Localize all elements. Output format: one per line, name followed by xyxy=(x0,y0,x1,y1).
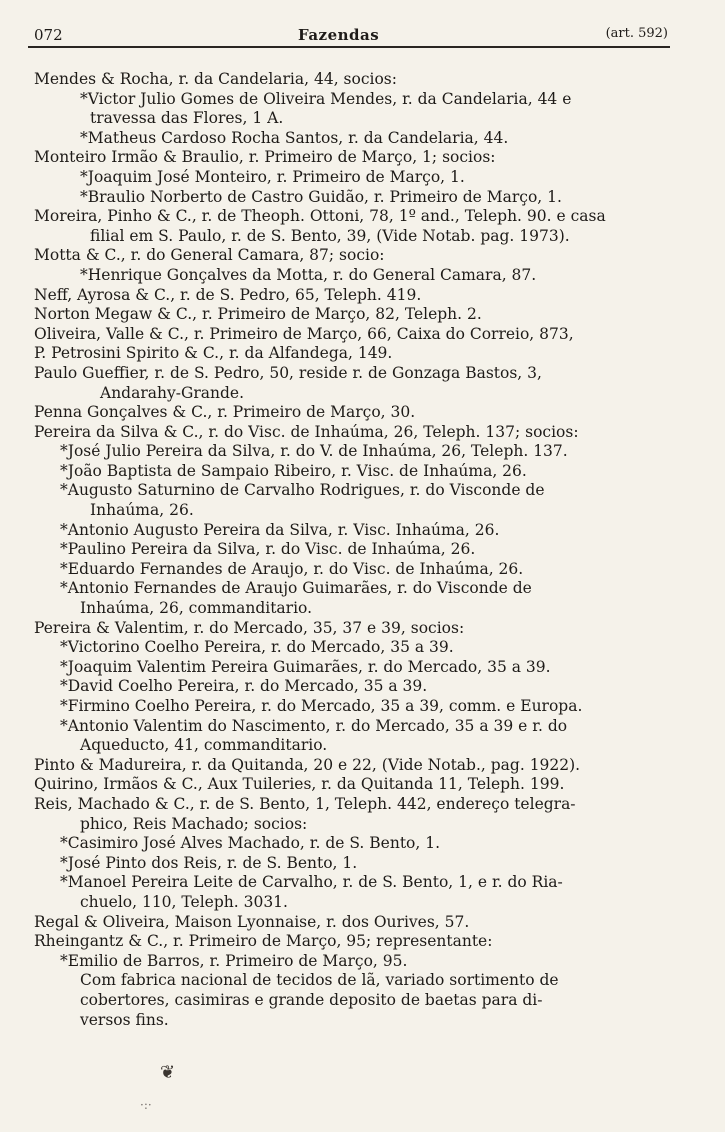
partner-entry-line: Aqueducto, 41, commanditario. xyxy=(80,736,328,755)
partner-entry-line: *Antonio Valentim do Nascimento, r. do Mercado, 35 a 39 e r. do xyxy=(60,716,568,735)
partner-entry-line: Inhaúma, 26. xyxy=(90,501,194,520)
firm-entry-line: Norton Megaw & C., r. Primeiro de Março, 82, Teleph. 2. xyxy=(34,305,482,324)
firm-entry-line: Quirino, Irmãos & C., Aux Tuileries, r. da Quitanda 11, Teleph. 199. xyxy=(34,775,565,794)
paper-speck-icon: ·:· xyxy=(140,1098,152,1112)
ink-blot-icon: ❦ xyxy=(160,1062,176,1083)
partner-entry-line: *Augusto Saturnino de Carvalho Rodrigues, r. do Visconde de xyxy=(60,481,545,500)
partner-entry-line: *Casimiro José Alves Machado, r. de S. Bento, 1. xyxy=(60,834,441,853)
partner-entry-line: *Victorino Coelho Pereira, r. do Mercado, 35 a 39. xyxy=(60,638,454,657)
firm-entry-line: Penna Gonçalves & C., r. Primeiro de Março, 30. xyxy=(34,403,416,422)
firm-entry-line: Mendes & Rocha, r. da Candelaria, 44, socios: xyxy=(34,70,397,88)
directory-listing xyxy=(34,70,680,1030)
firm-entry-line: P. Petrosini Spirito & C., r. da Alfandega, 149. xyxy=(34,344,393,363)
section-title: Fazendas xyxy=(298,26,380,44)
firm-entry-line: Regal & Oliveira, Maison Lyonnaise, r. dos Ourives, 57. xyxy=(34,912,470,931)
partner-entry-line: *Braulio Norberto de Castro Guidão, r. Primeiro de Março, 1. xyxy=(80,187,562,206)
partner-entry-line: *João Baptista de Sampaio Ribeiro, r. Visc. de Inhaúma, 26. xyxy=(60,461,527,480)
partner-entry-line: *Joaquim Valentim Pereira Guimarães, r. do Mercado, 35 a 39. xyxy=(60,657,551,676)
page-header xyxy=(28,24,670,48)
firm-entry-line: Neff, Ayrosa & C., r. de S. Pedro, 65, Teleph. 419. xyxy=(34,285,422,304)
partner-entry-line: phico, Reis Machado; socios: xyxy=(80,814,308,833)
firm-entry-line: Pinto & Madureira, r. da Quitanda, 20 e 22, (Vide Notab., pag. 1922). xyxy=(34,755,581,774)
article-reference: (art. 592) xyxy=(605,26,668,41)
partner-entry-line: *Manoel Pereira Leite de Carvalho, r. de S. Bento, 1, e r. do Ria- xyxy=(60,873,563,892)
partner-entry-line: chuelo, 110, Teleph. 3031. xyxy=(80,892,288,911)
partner-entry-line: *Firmino Coelho Pereira, r. do Mercado, 35 a 39, comm. e Europa. xyxy=(60,697,583,715)
partner-entry-line: Inhaúma, 26, commanditario. xyxy=(80,599,313,618)
partner-entry-line: *Antonio Augusto Pereira da Silva, r. Visc. Inhaúma, 26. xyxy=(60,520,500,539)
partner-entry-line: *Eduardo Fernandes de Araujo, r. do Visc. de Inhaúma, 26. xyxy=(60,559,524,578)
firm-entry-line: Pereira & Valentim, r. do Mercado, 35, 37 e 39, socios: xyxy=(34,618,465,637)
partner-entry-line: Com fabrica nacional de tecidos de lã, variado sortimento de xyxy=(80,971,559,990)
page-number: 072 xyxy=(34,26,63,44)
firm-entry-line: Paulo Gueffier, r. de S. Pedro, 50, reside r. de Gonzaga Bastos, 3, xyxy=(34,363,542,382)
partner-entry-line: *Matheus Cardoso Rocha Santos, r. da Candelaria, 44. xyxy=(80,128,509,147)
partner-entry-line: *Henrique Gonçalves da Motta, r. do General Camara, 87. xyxy=(80,265,537,284)
firm-entry-line: Motta & C., r. do General Camara, 87; socio: xyxy=(34,246,385,265)
firm-entry-line: Monteiro Irmão & Braulio, r. Primeiro de Março, 1; socios: xyxy=(34,148,496,167)
partner-entry-line: *Emilio de Barros, r. Primeiro de Março, 95. xyxy=(60,951,408,970)
firm-entry-line: Oliveira, Valle & C., r. Primeiro de Março, 66, Caixa do Correio, 873, xyxy=(34,324,574,343)
firm-entry-line: Rheingantz & C., r. Primeiro de Março, 95; representante: xyxy=(34,932,493,951)
partner-entry-line: *David Coelho Pereira, r. do Mercado, 35 a 39. xyxy=(60,677,428,696)
partner-entry-line: cobertores, casimiras e grande deposito de baetas para di- xyxy=(80,990,543,1009)
firm-entry-line: Moreira, Pinho & C., r. de Theoph. Ottoni, 78, 1º and., Teleph. 90. e casa xyxy=(34,207,606,226)
partner-entry-line: *Joaquim José Monteiro, r. Primeiro de Março, 1. xyxy=(80,167,465,186)
partner-entry-line: *José Julio Pereira da Silva, r. do V. de Inhaúma, 26, Teleph. 137. xyxy=(60,442,568,461)
partner-entry-line: travessa das Flores, 1 A. xyxy=(90,109,284,128)
firm-entry-line: Reis, Machado & C., r. de S. Bento, 1, Teleph. 442, endereço telegra- xyxy=(34,794,576,813)
partner-entry-line: Andarahy-Grande. xyxy=(100,383,245,402)
partner-entry-line: *Victor Julio Gomes de Oliveira Mendes, r. da Candelaria, 44 e xyxy=(80,89,572,108)
partner-entry-line: *José Pinto dos Reis, r. de S. Bento, 1. xyxy=(60,853,358,872)
firm-entry-line: Pereira da Silva & C., r. do Visc. de Inhaúma, 26, Teleph. 137; socios: xyxy=(34,422,579,441)
partner-entry-line: filial em S. Paulo, r. de S. Bento, 39, (Vide Notab. pag. 1973). xyxy=(90,226,570,245)
partner-entry-line: versos fins. xyxy=(80,1010,169,1029)
partner-entry-line: *Paulino Pereira da Silva, r. do Visc. de Inhaúma, 26. xyxy=(60,540,476,559)
partner-entry-line: *Antonio Fernandes de Araujo Guimarães, r. do Visconde de xyxy=(60,579,532,598)
